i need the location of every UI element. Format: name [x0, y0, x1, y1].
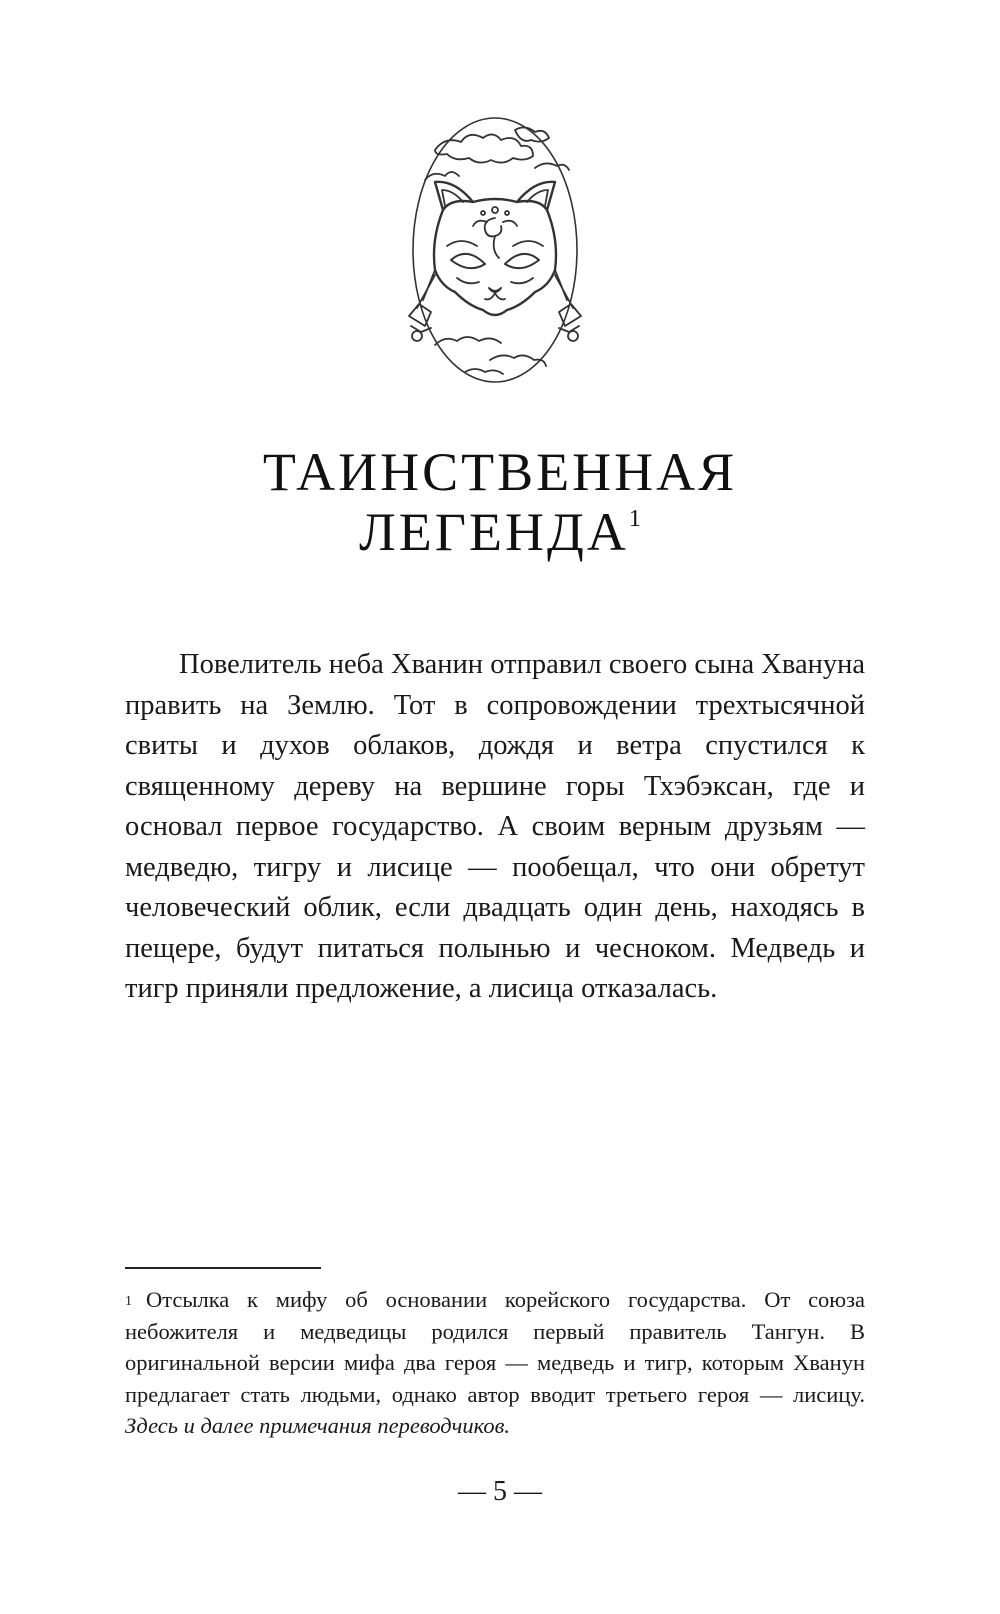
- main-text: [125, 645, 865, 1010]
- paragraph: Повелитель неба Хванин отправил своего сына Хвануна править на Землю. Тот в сопровождении трехтысячной свиты и духов облаков, дождя и ветра спустился к священному дереву на вершине горы Тхэбэксан, где и основал первое государство. А своим верным друзьям — медведю, тигру и лисице — пообещал, что они обретут человеческий облик, если двадцать один день, находясь в пещере, будут питаться полынью и чесноком. Медведь и тигр приняли предложение, а лисица отказалась.: [125, 649, 865, 1004]
- chapter-title-line-2: [0, 502, 1000, 562]
- title-text-1: ТАИНСТВЕННАЯ: [262, 442, 738, 502]
- page-number: — 5 —: [458, 1476, 542, 1507]
- chapter-title-line-1: [0, 442, 1000, 502]
- title-text-2: ЛЕГЕНДА: [359, 502, 629, 562]
- title-footnote-marker: 1: [628, 506, 641, 532]
- footnote: [125, 1284, 865, 1442]
- footnote-divider: [125, 1267, 321, 1269]
- footnote-translator-note: Здесь и далее примечания переводчиков.: [125, 1413, 510, 1438]
- footnote-marker: 1: [125, 1294, 132, 1309]
- footnote-text: Отсылка к мифу об основании корейского государства. От союза небожителя и медведицы родился первый правитель Тангун. В оригинальной версии мифа два героя — медведь и тигр, которым Хванун предлагает стать людьми, однако автор вводит третьего героя — лисицу.: [125, 1287, 865, 1407]
- fox-mask-icon: [395, 110, 595, 400]
- footnote-paragraph: [125, 1284, 865, 1442]
